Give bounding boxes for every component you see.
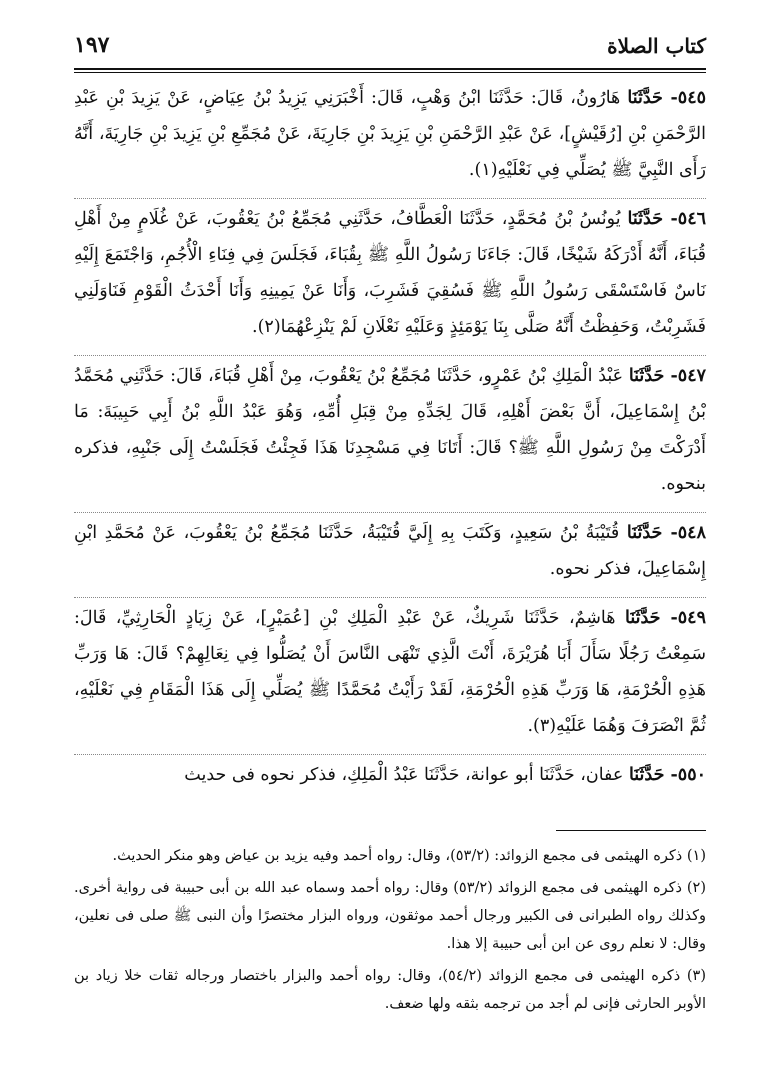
hadith-lead: حَدَّثَنَا: [628, 366, 665, 386]
hadith-number: ٥٤٧: [677, 366, 706, 386]
hadith-550: ٥٥٠- حَدَّثَنَا عفان، حَدَّثَنَا أبو عوانة، حَدَّثَنَا عَبْدُ الْمَلِكِ، فذكر نحوه فى حديث: [184, 765, 706, 785]
hadith-number: ٥٥٠: [677, 765, 706, 785]
hadith-text: عفان، حَدَّثَنَا أبو عوانة، حَدَّثَنَا عَبْدُ الْمَلِكِ، فذكر نحوه فى حديث: [184, 765, 624, 785]
hadith-lead: حَدَّثَنَا: [628, 765, 665, 785]
hadith-lead: حَدَّثَنَا: [627, 209, 664, 229]
page-number: ١٩٧: [74, 32, 110, 58]
page-header: [74, 30, 706, 64]
footnote-1: (١) ذكره الهيثمى فى مجمع الزوائد: (٥٣/٢)، وقال: رواه أحمد وفيه يزيد بن عياض وهو منكر الحديث.: [112, 848, 706, 864]
hadith-547: ٥٤٧- حَدَّثَنَا عَبْدُ الْمَلِكِ بْنُ عَمْرٍو، حَدَّثَنَا مُجَمِّعُ بْنُ يَعْقُوبَ، مِنْ أَهْلِ قُبَاءَ، قَالَ: حَدَّثَنِي مُحَمَّدُ بْنُ إِسْمَاعِيلَ، أَنَّ بَعْضَ أَهْلِهِ، قَالَ لِجَدِّهِ مِنْ قِبَلِ أُمِّهِ، وَهُوَ عَبْدُ اللَّهِ بْنُ أَبِي حَبِيبَةَ: مَا أَدْرَكْتَ مِنْ رَسُولِ اللَّهِ ﷺ؟ قَالَ: أَتَانَا فِي مَسْجِدِنَا هَذَا فَجِئْتُ فَجَلَسْتُ إِلَى جَنْبِهِ، فذكره بنحوه.: [74, 356, 706, 513]
header-rule-thin: [74, 72, 706, 73]
chapter-title: كتاب الصلاة: [607, 34, 706, 58]
hadith-text: هَارُونُ، قَالَ: حَدَّثَنَا ابْنُ وَهْبٍ، قَالَ: أَخْبَرَنِي يَزِيدُ بْنُ عِيَاضٍ، عَنْ يَزِيدَ بْنِ عَبْدِ الرَّحْمَنِ بْنِ [رُقَيْشٍ]، عَنْ عَبْدِ الرَّحْمَنِ بْنِ يَزِيدَ بْنِ جَارِيَةَ، عَنْ مُجَمِّعِ بْنِ يَزِيدَ بْنِ جَارِيَةَ، أَنَّهُ رَأَى النَّبِيَّ ﷺ يُصَلِّي فِي نَعْلَيْهِ(١).: [74, 88, 706, 180]
hadith-number: ٥٤٦: [677, 209, 706, 229]
header-rule: [74, 68, 706, 70]
hadith-list: [74, 78, 706, 803]
hadith-lead: حَدَّثَنَا: [624, 608, 661, 628]
footnote-3: (٣) ذكره الهيثمى فى مجمع الزوائد (٥٤/٢)، وقال: رواه أحمد والبزار باختصار ورجاله ثقات خلا زياد بن الأوبر الحارثى فإنى لم أجد من ترجمه بثقه ولها ضعف.: [74, 968, 706, 1012]
footnote-rule: [556, 830, 706, 831]
footnote-2: (٢) ذكره الهيثمى فى مجمع الزوائد (٥٣/٢) وقال: رواه أحمد وسماه عبد الله بن أبى حبيبة فى رواية أخرى. وكذلك رواه الطبرانى فى الكبير ورجال أحمد موثقون، ورواه البزار مختصرًا وأن النبى ﷺ صلى فى نعلين، وقال: لا نعلم روى عن ابن أبى حبيبة إلا هذا.: [74, 880, 706, 952]
hadith-548: ٥٤٨- حَدَّثَنَا قُتَيْبَةُ بْنُ سَعِيدٍ، وَكَتَبَ بِهِ إِلَيَّ قُتَيْبَةُ، حَدَّثَنَا مُجَمِّعُ بْنُ يَعْقُوبَ، عَنْ مُحَمَّدِ ابْنِ إِسْمَاعِيلَ، فذكر نحوه.: [74, 513, 706, 598]
hadith-number: ٥٤٩: [677, 608, 706, 628]
hadith-number: ٥٤٨: [677, 523, 706, 543]
hadith-545: ٥٤٥- حَدَّثَنَا هَارُونُ، قَالَ: حَدَّثَنَا ابْنُ وَهْبٍ، قَالَ: أَخْبَرَنِي يَزِيدُ بْنُ عِيَاضٍ، عَنْ يَزِيدَ بْنِ عَبْدِ الرَّحْمَنِ بْنِ [رُقَيْشٍ]، عَنْ عَبْدِ الرَّحْمَنِ بْنِ يَزِيدَ بْنِ جَارِيَةَ، عَنْ مُجَمِّعِ بْنِ يَزِيدَ بْنِ جَارِيَةَ، أَنَّهُ رَأَى النَّبِيَّ ﷺ يُصَلِّي فِي نَعْلَيْهِ(١).: [74, 78, 706, 199]
hadith-lead: حَدَّثَنَا: [627, 88, 663, 108]
hadith-text: هَاشِمٌ، حَدَّثَنَا شَرِيكٌ، عَنْ عَبْدِ الْمَلِكِ بْنِ [عُمَيْرٍ]، عَنْ زِيَادٍ الْحَارِثِيِّ، قَالَ: سَمِعْتُ رَجُلًا سَأَلَ أَبَا هُرَيْرَةَ، أَنْتَ الَّذِي تَنْهَى النَّاسَ أَنْ يُصَلُّوا فِي نِعَالِهِمْ؟ قَالَ: هَا وَرَبِّ هَذِهِ الْحُرْمَةِ، هَا وَرَبِّ هَذِهِ الْحُرْمَةِ، لَقَدْ رَأَيْتُ مُحَمَّدًا ﷺ يُصَلِّي إِلَى هَذَا الْمَقَامِ فِي نَعْلَيْهِ، ثُمَّ انْصَرَفَ وَهُمَا عَلَيْهِ(٣).: [74, 608, 706, 736]
hadith-number: ٥٤٥: [677, 88, 706, 108]
footnotes: [74, 842, 706, 1022]
hadith-549: ٥٤٩- حَدَّثَنَا هَاشِمٌ، حَدَّثَنَا شَرِيكٌ، عَنْ عَبْدِ الْمَلِكِ بْنِ [عُمَيْرٍ]، عَنْ زِيَادٍ الْحَارِثِيِّ، قَالَ: سَمِعْتُ رَجُلًا سَأَلَ أَبَا هُرَيْرَةَ، أَنْتَ الَّذِي تَنْهَى النَّاسَ أَنْ يُصَلُّوا فِي نِعَالِهِمْ؟ قَالَ: هَا وَرَبِّ هَذِهِ الْحُرْمَةِ، هَا وَرَبِّ هَذِهِ الْحُرْمَةِ، لَقَدْ رَأَيْتُ مُحَمَّدًا ﷺ يُصَلِّي إِلَى هَذَا الْمَقَامِ فِي نَعْلَيْهِ، ثُمَّ انْصَرَفَ وَهُمَا عَلَيْهِ(٣).: [74, 598, 706, 755]
hadith-text: عَبْدُ الْمَلِكِ بْنُ عَمْرٍو، حَدَّثَنَا مُجَمِّعُ بْنُ يَعْقُوبَ، مِنْ أَهْلِ قُبَاءَ، قَالَ: حَدَّثَنِي مُحَمَّدُ بْنُ إِسْمَاعِيلَ، أَنَّ بَعْضَ أَهْلِهِ، قَالَ لِجَدِّهِ مِنْ قِبَلِ أُمِّهِ، وَهُوَ عَبْدُ اللَّهِ بْنُ أَبِي حَبِيبَةَ: مَا أَدْرَكْتَ مِنْ رَسُولِ اللَّهِ ﷺ؟ قَالَ: أَتَانَا فِي مَسْجِدِنَا هَذَا فَجِئْتُ فَجَلَسْتُ إِلَى جَنْبِهِ، فذكره بنحوه.: [74, 366, 706, 494]
hadith-546: ٥٤٦- حَدَّثَنَا يُونُسُ بْنُ مُحَمَّدٍ، حَدَّثَنَا الْعَطَّافُ، حَدَّثَنِي مُجَمِّعُ بْنُ يَعْقُوبَ، عَنْ غُلَامٍ مِنْ أَهْلِ قُبَاءَ، أَنَّهُ أَدْرَكَهُ شَيْخًا، قَالَ: جَاءَنَا رَسُولُ اللَّهِ ﷺ بِقُبَاءَ، فَجَلَسَ فِي فِنَاءِ الْأُجُمِ، وَاجْتَمَعَ إِلَيْهِ نَاسٌ فَاسْتَسْقَى رَسُولُ اللَّهِ ﷺ فَسُقِيَ فَشَرِبَ، وَأَنَا عَنْ يَمِينِهِ وَأَنَا أَحْدَثُ الْقَوْمِ فَنَاوَلَنِي فَشَرِبْتُ، وَحَفِظْتُ أَنَّهُ صَلَّى بِنَا يَوْمَئِذٍ وَعَلَيْهِ نَعْلَانِ لَمْ يَنْزِعْهُمَا(٢).: [74, 199, 706, 356]
hadith-lead: حَدَّثَنَا: [626, 523, 663, 543]
hadith-text: قُتَيْبَةُ بْنُ سَعِيدٍ، وَكَتَبَ بِهِ إِلَيَّ قُتَيْبَةُ، حَدَّثَنَا مُجَمِّعُ بْنُ يَعْقُوبَ، عَنْ مُحَمَّدِ ابْنِ إِسْمَاعِيلَ، فذكر نحوه.: [74, 523, 706, 579]
hadith-text: يُونُسُ بْنُ مُحَمَّدٍ، حَدَّثَنَا الْعَطَّافُ، حَدَّثَنِي مُجَمِّعُ بْنُ يَعْقُوبَ، عَنْ غُلَامٍ مِنْ أَهْلِ قُبَاءَ، أَنَّهُ أَدْرَكَهُ شَيْخًا، قَالَ: جَاءَنَا رَسُولُ اللَّهِ ﷺ بِقُبَاءَ، فَجَلَسَ فِي فِنَاءِ الْأُجُمِ، وَاجْتَمَعَ إِلَيْهِ نَاسٌ فَاسْتَسْقَى رَسُولُ اللَّهِ ﷺ فَسُقِيَ فَشَرِبَ، وَأَنَا عَنْ يَمِينِهِ وَأَنَا أَحْدَثُ الْقَوْمِ فَنَاوَلَنِي فَشَرِبْتُ، وَحَفِظْتُ أَنَّهُ صَلَّى بِنَا يَوْمَئِذٍ وَعَلَيْهِ نَعْلَانِ لَمْ يَنْزِعْهُمَا(٢).: [74, 209, 706, 337]
